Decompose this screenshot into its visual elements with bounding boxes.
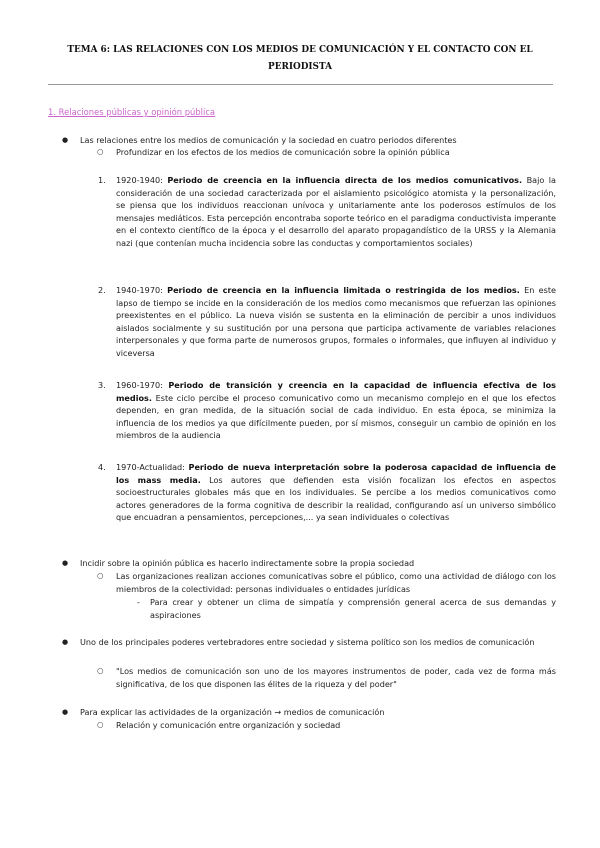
item-2-body: En este lapso de tiempo se incide en la consideración de los medios como mecanismos que refuerzan las opiniones preexistentes en el público. La nueva visión se sustenta en la eliminación de percibir a unos individuos aislados socialmente y su sustitución por una persona que participa activamente de variables relaciones interpersonales y que forma parte de numerosos grupos, formales o informales, que influyen al individuo y viceversa bbox=[116, 285, 557, 358]
item-1-heading-end: . bbox=[519, 175, 523, 185]
item-3-heading: Periodo de transición y creencia en la capacidad de influencia efectiva de los medios bbox=[116, 380, 556, 403]
bullet-2-text: Incidir sobre la opinión pública es hacerlo indirectamente sobre la propia sociedad bbox=[80, 558, 415, 568]
item-1-body: Bajo la consideración de una sociedad caracterizada por el aislamiento psicológico atomista y la personalización, se piensa que los individuos reaccionan unívoca y unitariamente ante los poderosos estímulos de los mensajes mediáticos. Esta percepción encontraba soporte teórico en el paradigma conductivista imperante en el contexto científico de la época y el desarrollo del aparato propagandístico de la URSS y la Alemania nazi (que contenían mucha incidencia sobre las conductas y comportamientos sociales) bbox=[116, 175, 557, 248]
item-2-number: 2. bbox=[98, 285, 106, 295]
bullet-icon: ● bbox=[62, 559, 69, 567]
item-1-number: 1. bbox=[98, 175, 106, 185]
item-1-period: 1920-1940: bbox=[116, 175, 163, 185]
bullet-3-text: Uno de los principales poderes vertebradores entre sociedad y sistema político son los medios de comunicación bbox=[80, 637, 535, 647]
item-3 bbox=[116, 379, 556, 442]
item-4-heading: Periodo de nueva interpretación sobre la poderosa capacidad de influencia de los mass media bbox=[116, 462, 556, 485]
item-4-body: Los autores que defienden esta visión focalizan los efectos en aspectos socioestructurales globales más que en los individuales. Se percibe a los medios comunicativos como actores generadores de la forma cognitiva de describir la realidad, configurando así un universo simbólico que encuadran a pensamientos, percepciones,... ya sean individuales o colectivas bbox=[116, 474, 556, 522]
title-divider bbox=[48, 84, 553, 85]
item-4 bbox=[116, 461, 556, 524]
bullet-icon: ● bbox=[62, 708, 69, 716]
item-2-period: 1940-1970: bbox=[116, 285, 163, 295]
item-4-heading-end: . bbox=[197, 474, 201, 485]
bullet-1-text: Las relaciones entre los medios de comunicación y la sociedad en cuatro periodos diferentes bbox=[80, 135, 457, 145]
item-3-period: 1960-1970: bbox=[116, 380, 163, 390]
dash-bullet-icon: - bbox=[137, 597, 140, 607]
item-4-number: 4. bbox=[98, 462, 106, 472]
circle-bullet-icon: ○ bbox=[97, 147, 104, 156]
bullet-3-quote: "Los medios de comunicación son uno de los mayores instrumentos de poder, cada vez de forma más significativa, de los que disponen las élites de la riqueza y del poder" bbox=[116, 666, 556, 689]
circle-bullet-icon: ○ bbox=[97, 571, 104, 580]
bullet-1-sub: Profundizar en los efectos de los medios de comunicación sobre la opinión pública bbox=[116, 147, 450, 157]
bullet-2-sub: Las organizaciones realizan acciones comunicativas sobre el público, como una actividad de diálogo con los miembros de la colectividad: personas individuales o entidades jurídicas bbox=[116, 571, 556, 594]
bullet-4-sub: Relación y comunicación entre organización y sociedad bbox=[116, 720, 341, 730]
item-3-heading-end: . bbox=[148, 392, 152, 403]
circle-bullet-icon: ○ bbox=[97, 666, 104, 675]
item-2 bbox=[116, 284, 556, 359]
item-3-number: 3. bbox=[98, 380, 106, 390]
item-1 bbox=[116, 174, 556, 249]
bullet-2-subsub: Para crear y obtener un clima de simpatía y comprensión general acerca de sus demandas y aspiraciones bbox=[150, 597, 556, 620]
circle-bullet-icon: ○ bbox=[97, 720, 104, 729]
page-title: TEMA 6: LAS RELACIONES CON LOS MEDIOS DE COMUNICACIÓN Y EL CONTACTO CON EL PERIODISTA bbox=[67, 45, 533, 72]
item-3-body: Este ciclo percibe el proceso comunicativo como un mecanismo complejo en el que los efectos dependen, en gran medida, de la situación social de cada individuo. En esta época, se minimiza la influencia de los medios ya que difícilmente pueden, por sí mismos, conseguir un cambio de opinión en los miembros de la audiencia bbox=[116, 392, 556, 440]
bullet-4-text: Para explicar las actividades de la organización → medios de comunicación bbox=[80, 707, 385, 717]
bullet-icon: ● bbox=[62, 638, 69, 646]
item-4-period: 1970-Actualidad: bbox=[116, 462, 185, 472]
item-2-heading-end: . bbox=[516, 285, 520, 295]
item-1-heading: Periodo de creencia en la influencia directa de los medios comunicativos bbox=[167, 175, 519, 185]
section-heading-link[interactable]: 1. Relaciones públicas y opinión pública bbox=[48, 107, 216, 117]
bullet-icon: ● bbox=[62, 136, 69, 144]
item-2-heading: Periodo de creencia en la influencia limitada o restringida de los medios bbox=[167, 285, 517, 295]
